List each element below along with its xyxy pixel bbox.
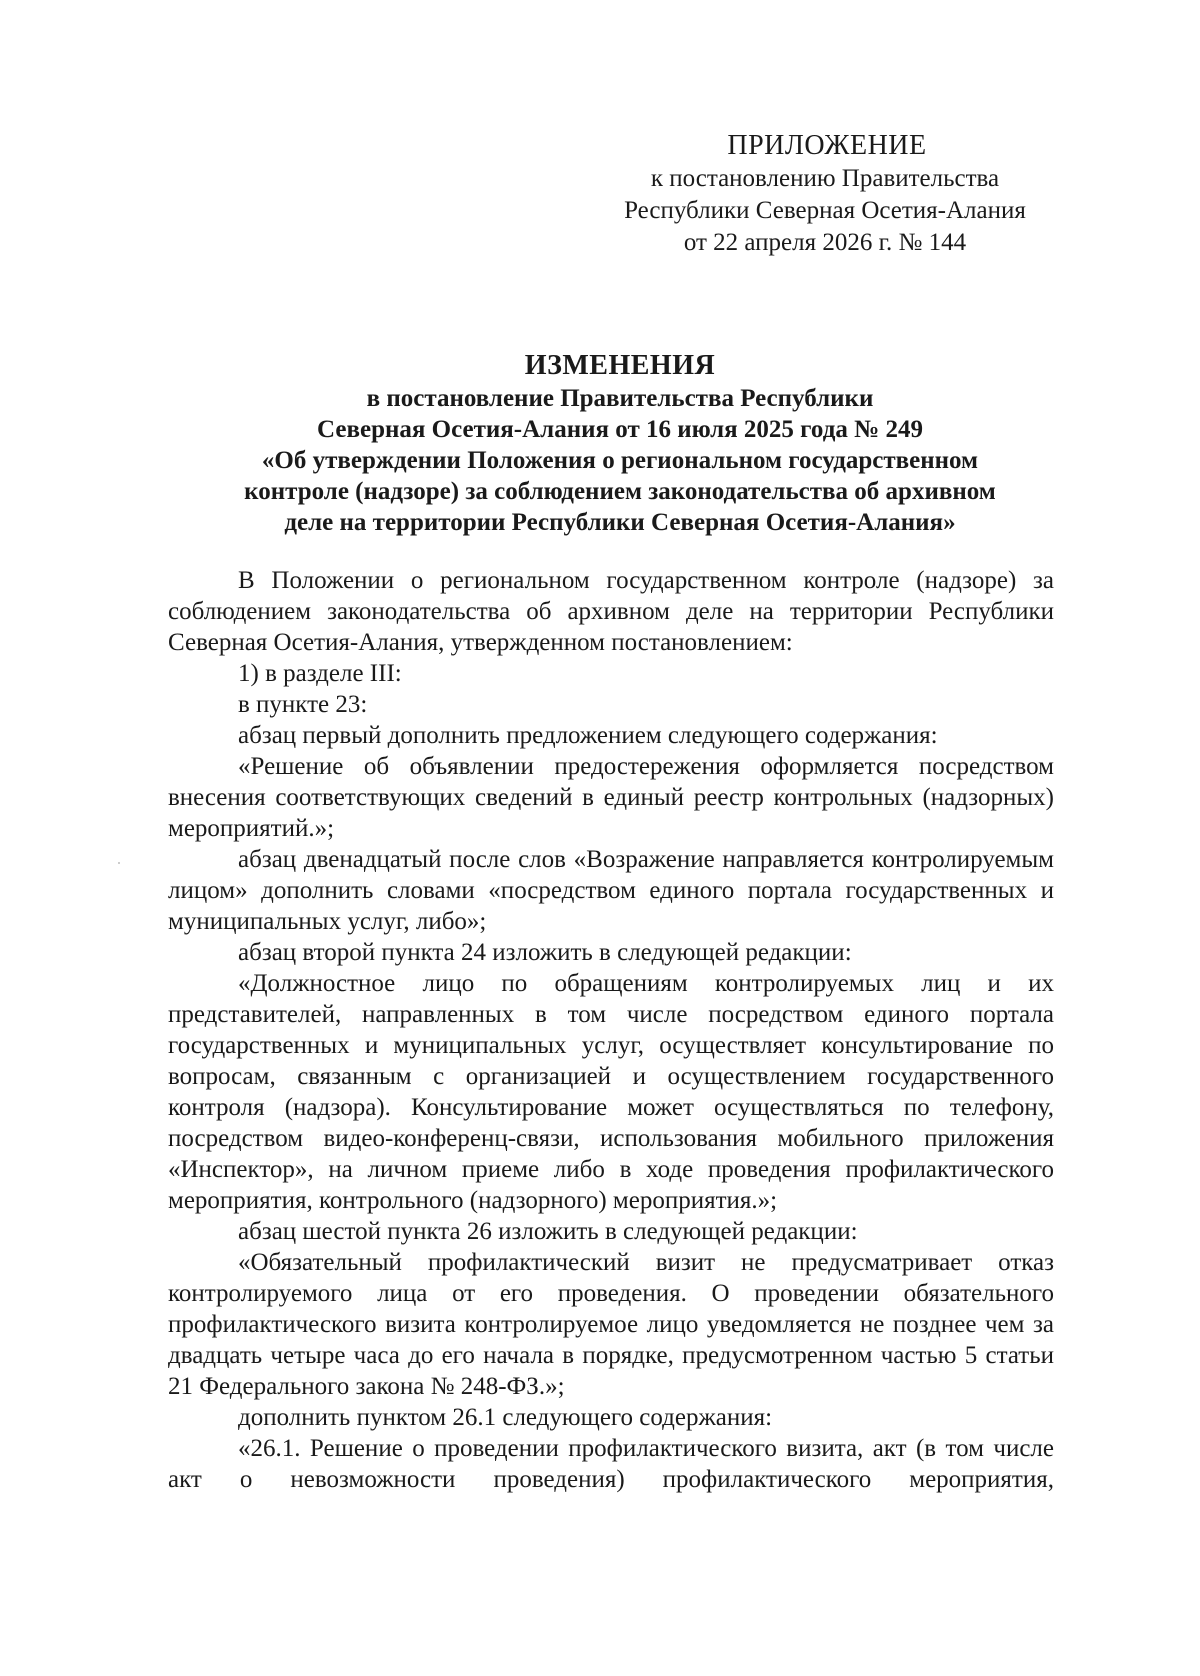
heading-line: деле на территории Республики Северная Осетия-Алания»	[284, 509, 956, 536]
heading-line: контроле (надзоре) за соблюдением законодательства об архивном	[244, 478, 996, 505]
heading-title: ИЗМЕНЕНИЯ	[524, 350, 716, 381]
appendix-line: к постановлению Правительства	[650, 165, 1000, 192]
heading-line: Северная Осетия-Алания от 16 июля 2025 года № 249	[317, 416, 923, 443]
body-paragraph: в пункте 23:	[238, 691, 368, 718]
body-paragraph: В Положении о региональном государственном контроле (надзоре) за соблюдением законодательства об архивном деле на территории Республики Северная Осетия-Алания, утвержденном постановлением:	[168, 567, 1054, 656]
body-paragraph: 1) в разделе III:	[238, 660, 402, 687]
document-heading	[140, 350, 1100, 538]
appendix-date-line: от 22 апреля 2026 г. № 144	[683, 229, 967, 256]
body-paragraph: абзац второй пункта 24 изложить в следующей редакции:	[238, 939, 852, 966]
appendix-block	[600, 130, 1050, 259]
body-paragraph: дополнить пунктом 26.1 следующего содержания:	[238, 1404, 773, 1431]
body-paragraph: абзац первый дополнить предложением следующего содержания:	[238, 722, 938, 749]
body-paragraph: «26.1. Решение о проведении профилактического визита, акт (в том числе акт о невозможности проведения) профилактического мероприятия,	[168, 1435, 1054, 1493]
scan-artifact	[118, 862, 120, 864]
body-paragraph: абзац двенадцатый после слов «Возражение направляется контролируемым лицом» дополнить словами «посредством единого портала государственных и муниципальных услуг, либо»;	[168, 846, 1054, 935]
appendix-line: Республики Северная Осетия-Алания	[624, 197, 1026, 224]
document-body	[168, 565, 1054, 1495]
appendix-title: ПРИЛОЖЕНИЕ	[727, 130, 927, 161]
body-paragraph: «Обязательный профилактический визит не предусматривает отказ контролируемого лица от его проведения. О проведении обязательного профилактического визита контролируемое лицо уведомляется не позднее чем за двадцать четыре часа до его начала в порядке, предусмотренном частью 5 статьи 21 Федерального закона № 248-ФЗ.»;	[168, 1249, 1054, 1400]
heading-line: «Об утверждении Положения о региональном государственном	[261, 447, 979, 474]
body-paragraph: абзац шестой пункта 26 изложить в следующей редакции:	[238, 1218, 858, 1245]
body-paragraph: «Должностное лицо по обращениям контролируемых лиц и их представителей, направленных в том числе посредством единого портала государственных и муниципальных услуг, осуществляет консультирование по вопросам, связанным с организацией и осуществлением государственного контроля (надзора). Консультирование может осуществляться по телефону, посредством видео-конференц-связи, использования мобильного приложения «Инспектор», на личном приеме либо в ходе проведения профилактического мероприятия, контрольного (надзорного) мероприятия.»;	[168, 970, 1054, 1214]
body-paragraph: «Решение об объявлении предостережения оформляется посредством внесения соответствующих сведений в единый реестр контрольных (надзорных) мероприятий.»;	[168, 753, 1054, 842]
heading-line: в постановление Правительства Республики	[366, 385, 874, 412]
